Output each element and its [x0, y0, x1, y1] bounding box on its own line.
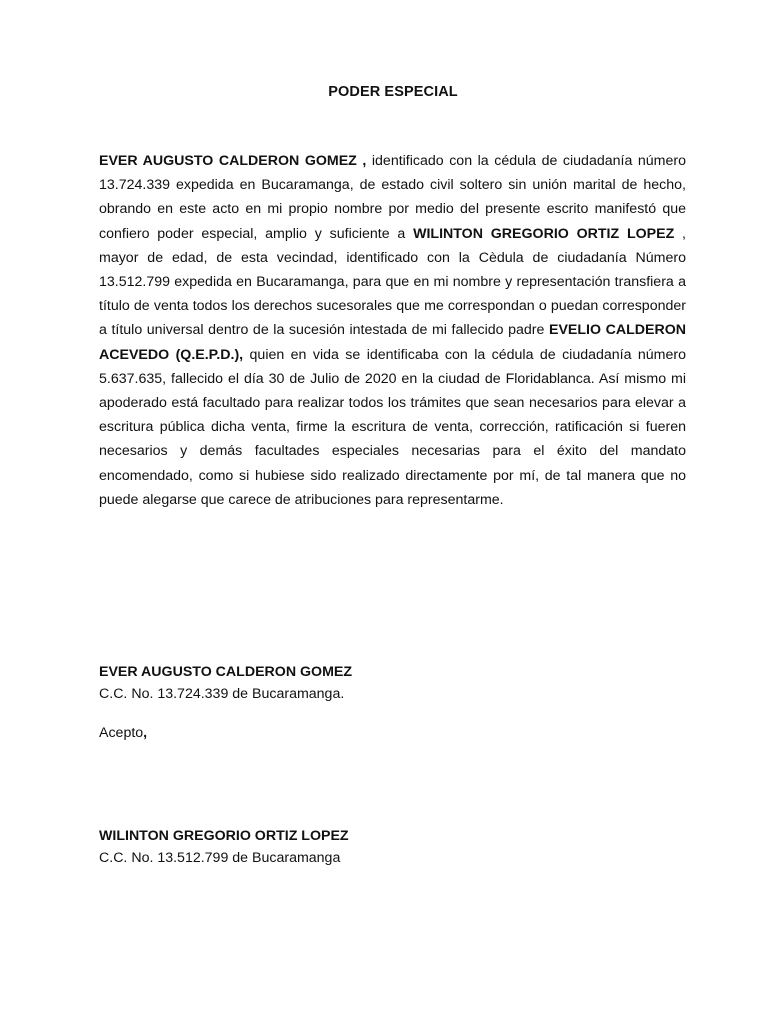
document-title: PODER ESPECIAL: [328, 84, 458, 100]
attorney-name: WILINTON GREGORIO ORTIZ LOPEZ: [413, 225, 675, 242]
acceptance-label: [99, 725, 147, 741]
acceptance-comma: ,: [143, 725, 148, 741]
grantor-id-line: C.C. No. 13.724.339 de Bucaramanga.: [99, 686, 345, 702]
grantor-name: EVER AUGUSTO CALDERON GOMEZ ,: [99, 153, 367, 169]
grantor-signature-name: EVER AUGUSTO CALDERON GOMEZ: [99, 664, 353, 680]
paragraph-text-2: , mayor de edad, de esta vecindad, identificado con la Cèdula de ciudadanía Número 13.512.799 expedida en Bucaramanga, para que en mi nombre y representación transfiera a título de venta todos los derechos sucesorales que me correspondan o puedan corresponder a título universal dentro de la sucesión intestada de mi fallecido padre: [99, 225, 686, 339]
deceased-name: EVELIO CALDERON ACEVEDO (Q.E.P.D.),: [99, 322, 686, 363]
paragraph-text-1: identificado con la cédula de ciudadanía número 13.724.339 expedida en Bucaramanga, de estado civil soltero sin unión marital de hecho, obrando en este acto en mi propio nombre por medio del presente escrito manifestó que confiero poder especial, amplio y suficiente a: [99, 153, 686, 242]
paragraph-text-3: quien en vida se identificaba con la cédula de ciudadanía número 5.637.635, fallecido el día 30 de Julio de 2020 en la ciudad de Floridablanca. Así mismo mi apoderado está facultado para realizar todos los trámites que sean necesarios para elevar a escritura pública dicha venta, firme la escritura de venta, corrección, ratificación si fueren necesarios y demás facultades especiales necesarias para el éxito del mandato encomendado, como si hubiese sido realizado directamente por mí, de tal manera que no puede alegarse que carece de atribuciones para representarme.: [99, 346, 687, 508]
attorney-signature-name: WILINTON GREGORIO ORTIZ LOPEZ: [99, 828, 349, 844]
attorney-signature-block: [99, 825, 349, 869]
acceptance-text: Acepto: [99, 725, 144, 741]
power-of-attorney-paragraph: [99, 149, 686, 512]
grantor-signature-block: [99, 661, 352, 705]
attorney-id-line: C.C. No. 13.512.799 de Bucaramanga: [99, 850, 341, 866]
